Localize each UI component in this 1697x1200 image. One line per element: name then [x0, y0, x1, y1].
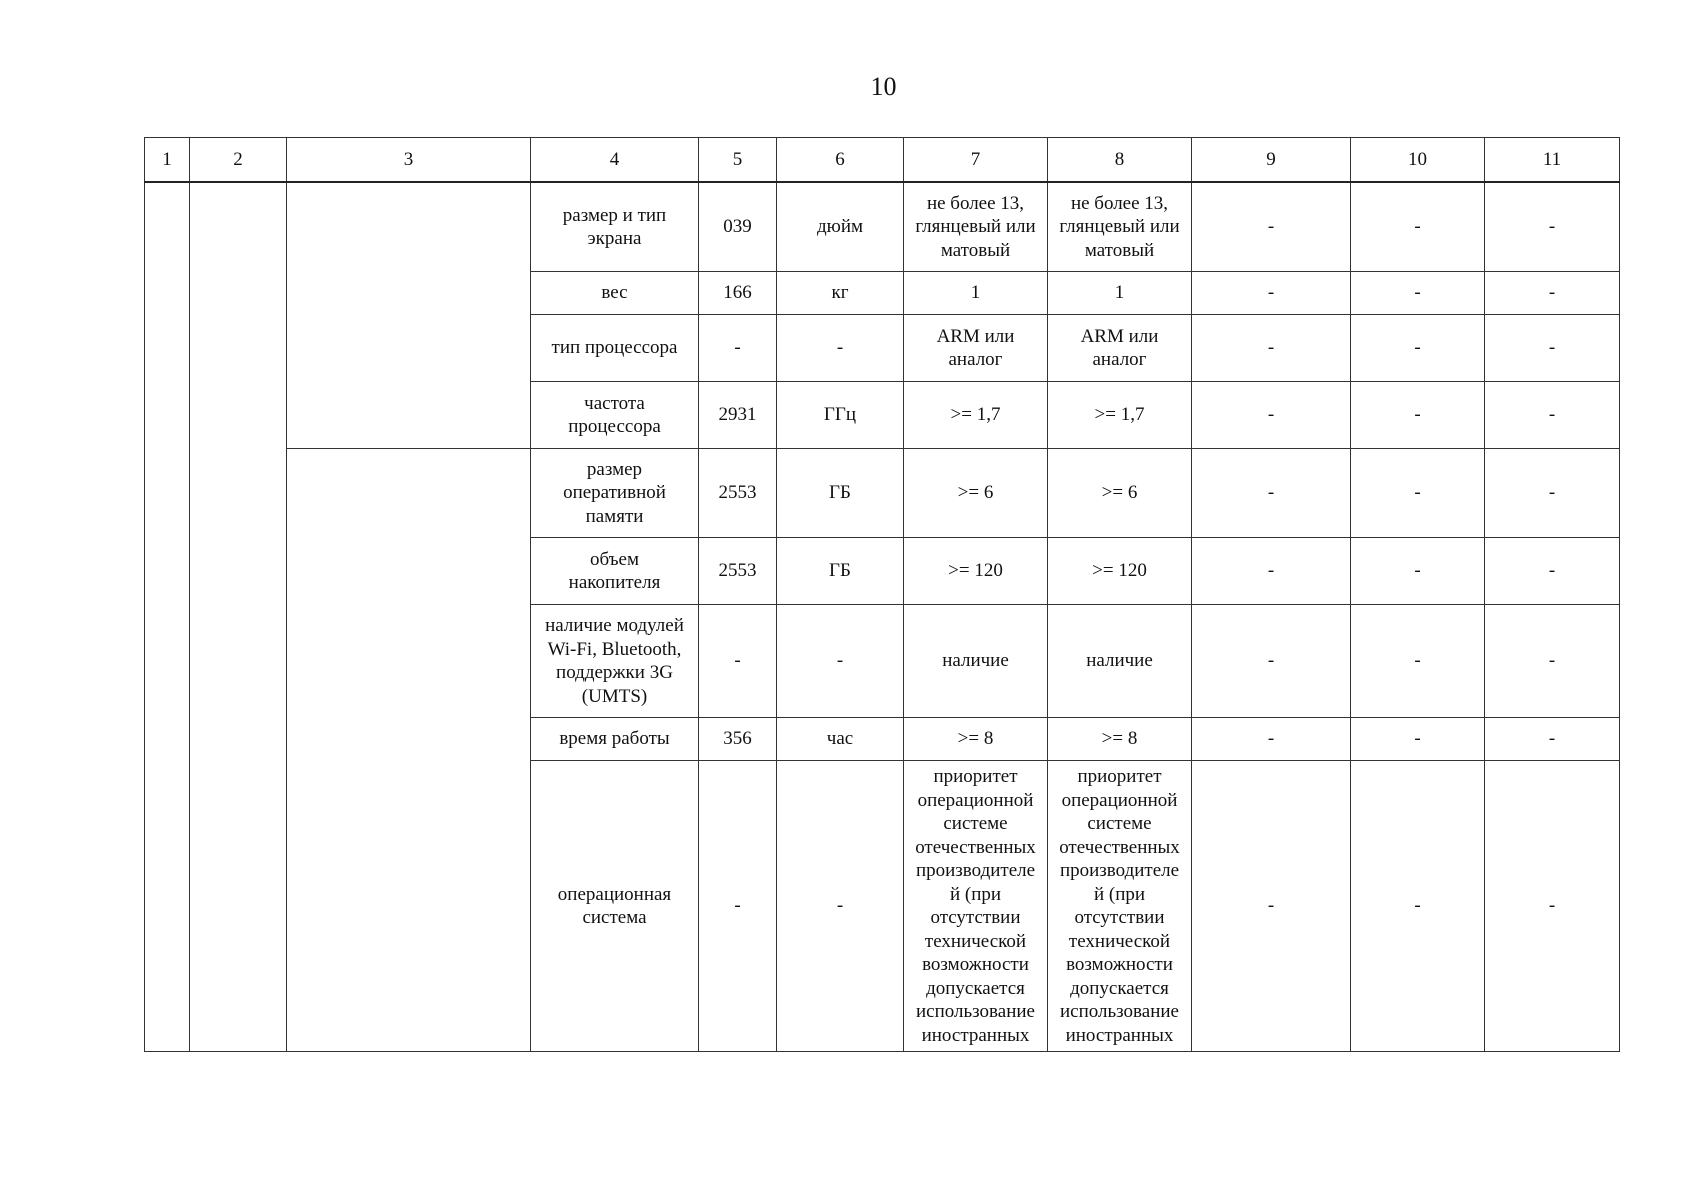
param-value-11: - — [1485, 718, 1620, 761]
param-name: вес — [531, 272, 699, 315]
param-value-9: - — [1192, 182, 1351, 272]
param-value-10: - — [1351, 538, 1485, 605]
param-code: - — [699, 605, 777, 718]
param-name: размер оперативной памяти — [531, 449, 699, 538]
param-unit: час — [777, 718, 904, 761]
column-header: 7 — [904, 138, 1048, 183]
page-number: 10 — [870, 72, 897, 101]
param-value-8: ARM или аналог — [1048, 315, 1192, 382]
param-value-7: >= 8 — [904, 718, 1048, 761]
param-unit: - — [777, 761, 904, 1052]
param-name: частота процессора — [531, 382, 699, 449]
param-code: 039 — [699, 182, 777, 272]
param-value-7: приоритет операционной системе отечественных производителе й (при отсутствии технической возможности допускается использование иностранных — [904, 761, 1048, 1052]
param-code: 2931 — [699, 382, 777, 449]
column-header: 9 — [1192, 138, 1351, 183]
param-name: объем накопителя — [531, 538, 699, 605]
param-value-8: >= 8 — [1048, 718, 1192, 761]
param-value-7: ARM или аналог — [904, 315, 1048, 382]
param-unit: - — [777, 315, 904, 382]
param-code: 2553 — [699, 538, 777, 605]
param-unit: кг — [777, 272, 904, 315]
param-value-9: - — [1192, 272, 1351, 315]
param-code: 2553 — [699, 449, 777, 538]
param-value-8: не более 13, глянцевый или матовый — [1048, 182, 1192, 272]
specification-table — [144, 137, 1620, 1052]
param-value-11: - — [1485, 761, 1620, 1052]
param-value-7: >= 6 — [904, 449, 1048, 538]
param-value-9: - — [1192, 315, 1351, 382]
column-header: 6 — [777, 138, 904, 183]
param-name: размер и тип экрана — [531, 182, 699, 272]
table-row — [145, 449, 1620, 538]
param-value-9: - — [1192, 605, 1351, 718]
param-name: время работы — [531, 718, 699, 761]
param-value-11: - — [1485, 605, 1620, 718]
param-unit: дюйм — [777, 182, 904, 272]
param-value-7: наличие — [904, 605, 1048, 718]
column-header: 3 — [287, 138, 531, 183]
column-header: 8 — [1048, 138, 1192, 183]
param-value-11: - — [1485, 449, 1620, 538]
param-code: - — [699, 315, 777, 382]
param-value-9: - — [1192, 449, 1351, 538]
param-value-9: - — [1192, 761, 1351, 1052]
param-value-10: - — [1351, 315, 1485, 382]
column-number-row — [145, 138, 1620, 183]
param-value-11: - — [1485, 382, 1620, 449]
param-value-8: >= 1,7 — [1048, 382, 1192, 449]
param-value-10: - — [1351, 382, 1485, 449]
param-value-11: - — [1485, 182, 1620, 272]
param-value-10: - — [1351, 605, 1485, 718]
empty-cell-col3 — [287, 182, 531, 449]
param-value-7: >= 1,7 — [904, 382, 1048, 449]
param-value-9: - — [1192, 718, 1351, 761]
column-header: 2 — [190, 138, 287, 183]
param-unit: ГБ — [777, 538, 904, 605]
param-code: 356 — [699, 718, 777, 761]
param-value-11: - — [1485, 538, 1620, 605]
param-value-9: - — [1192, 382, 1351, 449]
empty-cell-col1 — [145, 182, 190, 1052]
param-value-8: приоритет операционной системе отечественных производителе й (при отсутствии технической возможности допускается использование иностранных — [1048, 761, 1192, 1052]
param-name: наличие модулей Wi-Fi, Bluetooth, поддержки 3G (UMTS) — [531, 605, 699, 718]
param-unit: ГБ — [777, 449, 904, 538]
param-value-11: - — [1485, 272, 1620, 315]
param-value-8: наличие — [1048, 605, 1192, 718]
param-code: 166 — [699, 272, 777, 315]
param-value-7: не более 13, глянцевый или матовый — [904, 182, 1048, 272]
param-unit: - — [777, 605, 904, 718]
param-value-8: >= 120 — [1048, 538, 1192, 605]
param-value-10: - — [1351, 449, 1485, 538]
column-header: 11 — [1485, 138, 1620, 183]
param-name: тип процессора — [531, 315, 699, 382]
param-unit: ГГц — [777, 382, 904, 449]
param-value-11: - — [1485, 315, 1620, 382]
param-value-10: - — [1351, 718, 1485, 761]
param-value-8: 1 — [1048, 272, 1192, 315]
param-value-8: >= 6 — [1048, 449, 1192, 538]
param-code: - — [699, 761, 777, 1052]
param-value-7: >= 120 — [904, 538, 1048, 605]
param-value-9: - — [1192, 538, 1351, 605]
param-name: операционная система — [531, 761, 699, 1052]
param-value-10: - — [1351, 182, 1485, 272]
table-row — [145, 182, 1620, 272]
column-header: 1 — [145, 138, 190, 183]
empty-cell-col3 — [287, 449, 531, 1052]
empty-cell-col2 — [190, 182, 287, 1052]
param-value-7: 1 — [904, 272, 1048, 315]
column-header: 5 — [699, 138, 777, 183]
param-value-10: - — [1351, 272, 1485, 315]
column-header: 10 — [1351, 138, 1485, 183]
column-header: 4 — [531, 138, 699, 183]
param-value-10: - — [1351, 761, 1485, 1052]
